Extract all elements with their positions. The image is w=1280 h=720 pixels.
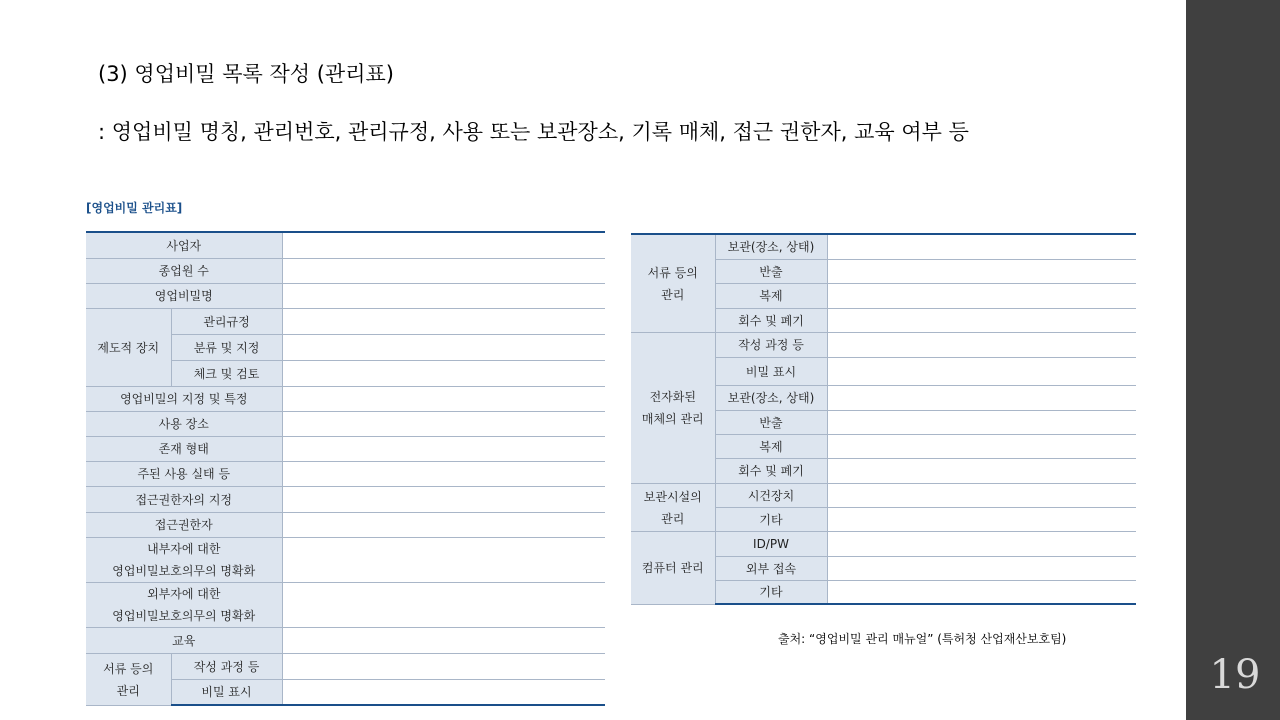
group-label-line: 매체의 관리 — [641, 412, 704, 426]
group-label — [631, 483, 715, 531]
row-label: 분류 및 지정 — [171, 334, 282, 360]
slide-subtitle: : 영업비밀 명칭, 관리번호, 관리규정, 사용 또는 보관장소, 기록 매체, 접근 권한자, 교육 여부 등 — [98, 120, 969, 144]
group-label: 컴퓨터 관리 — [631, 531, 715, 604]
group-label-line: 보관시설의 — [643, 489, 702, 504]
row-label: 영업비밀명 — [86, 283, 282, 308]
group-label-line: 서류 등의 — [647, 265, 698, 280]
value-cell[interactable] — [827, 332, 1136, 357]
group-label — [631, 332, 715, 483]
group-label-line: 서류 등의 — [103, 661, 154, 676]
value-cell[interactable] — [282, 334, 605, 360]
source-citation: 출처: “영업비밀 관리 매뉴얼” (특허청 산업재산보호팀) — [778, 632, 1067, 646]
value-cell[interactable] — [282, 679, 605, 705]
value-cell[interactable] — [282, 627, 605, 653]
row-label: 반출 — [715, 410, 827, 434]
row-label: 복제 — [715, 283, 827, 308]
trade-secret-table-right — [631, 233, 1136, 605]
value-cell[interactable] — [827, 259, 1136, 283]
value-cell[interactable] — [827, 434, 1136, 458]
trade-secret-table-left — [86, 231, 605, 706]
row-label: 체크 및 검토 — [171, 360, 282, 386]
row-label: 존재 형태 — [86, 436, 282, 461]
row-label: 반출 — [715, 259, 827, 283]
value-cell[interactable] — [282, 653, 605, 679]
value-cell[interactable] — [282, 411, 605, 436]
value-cell[interactable] — [282, 308, 605, 334]
group-label-line: 관리 — [661, 511, 685, 526]
value-cell[interactable] — [282, 232, 605, 258]
value-cell[interactable] — [282, 283, 605, 308]
value-cell[interactable] — [282, 537, 605, 582]
value-cell[interactable] — [827, 357, 1136, 385]
value-cell[interactable] — [282, 512, 605, 537]
page-number: 19 — [1209, 652, 1261, 698]
row-label: 작성 과정 등 — [715, 332, 827, 357]
row-label: 보관(장소, 상태) — [715, 234, 827, 259]
row-label: 비밀 표시 — [171, 679, 282, 705]
value-cell[interactable] — [282, 436, 605, 461]
row-label: 회수 및 폐기 — [715, 458, 827, 483]
group-label — [86, 653, 171, 705]
row-label: 복제 — [715, 434, 827, 458]
row-label: 교육 — [86, 627, 282, 653]
value-cell[interactable] — [827, 580, 1136, 604]
row-label: 접근권한자 — [86, 512, 282, 537]
slide-sidebar — [1186, 0, 1280, 720]
row-label: 사업자 — [86, 232, 282, 258]
row-label-external — [86, 582, 282, 627]
value-cell[interactable] — [827, 283, 1136, 308]
row-label: 회수 및 폐기 — [715, 308, 827, 332]
group-label-line: 전자화된 — [649, 390, 696, 404]
value-cell[interactable] — [827, 483, 1136, 507]
group-label: 제도적 장치 — [86, 308, 171, 386]
row-label: 종업원 수 — [86, 258, 282, 283]
value-cell[interactable] — [827, 556, 1136, 580]
row-label-internal — [86, 537, 282, 582]
value-cell[interactable] — [282, 486, 605, 512]
value-cell[interactable] — [827, 410, 1136, 434]
row-label: 주된 사용 실태 등 — [86, 461, 282, 486]
row-label: 비밀 표시 — [715, 357, 827, 385]
value-cell[interactable] — [827, 531, 1136, 556]
row-label: 관리규정 — [171, 308, 282, 334]
value-cell[interactable] — [827, 458, 1136, 483]
row-label: 기타 — [715, 507, 827, 531]
group-label-line: 관리 — [661, 287, 685, 302]
value-cell[interactable] — [282, 582, 605, 627]
group-label-line: 관리 — [116, 683, 140, 698]
value-cell[interactable] — [827, 234, 1136, 259]
slide-heading: (3) 영업비밀 목록 작성 (관리표) — [98, 62, 394, 86]
row-label-line: 영업비밀보호의무의 명확화 — [112, 564, 256, 578]
row-label-line: 영업비밀보호의무의 명확화 — [112, 609, 256, 623]
group-label — [631, 234, 715, 332]
value-cell[interactable] — [282, 461, 605, 486]
row-label: 작성 과정 등 — [171, 653, 282, 679]
row-label-line: 외부자에 대한 — [147, 587, 221, 601]
value-cell[interactable] — [827, 385, 1136, 410]
row-label: 외부 접속 — [715, 556, 827, 580]
row-label: 기타 — [715, 580, 827, 604]
row-label: 보관(장소, 상태) — [715, 385, 827, 410]
row-label: 영업비밀의 지정 및 특정 — [86, 386, 282, 411]
value-cell[interactable] — [282, 386, 605, 411]
value-cell[interactable] — [827, 308, 1136, 332]
row-label: 시건장치 — [715, 483, 827, 507]
table-caption: [영업비밀 관리표] — [86, 201, 183, 215]
row-label: 사용 장소 — [86, 411, 282, 436]
row-label-line: 내부자에 대한 — [147, 542, 221, 556]
value-cell[interactable] — [282, 360, 605, 386]
row-label: ID/PW — [715, 531, 827, 556]
row-label: 접근권한자의 지정 — [86, 486, 282, 512]
value-cell[interactable] — [827, 507, 1136, 531]
value-cell[interactable] — [282, 258, 605, 283]
